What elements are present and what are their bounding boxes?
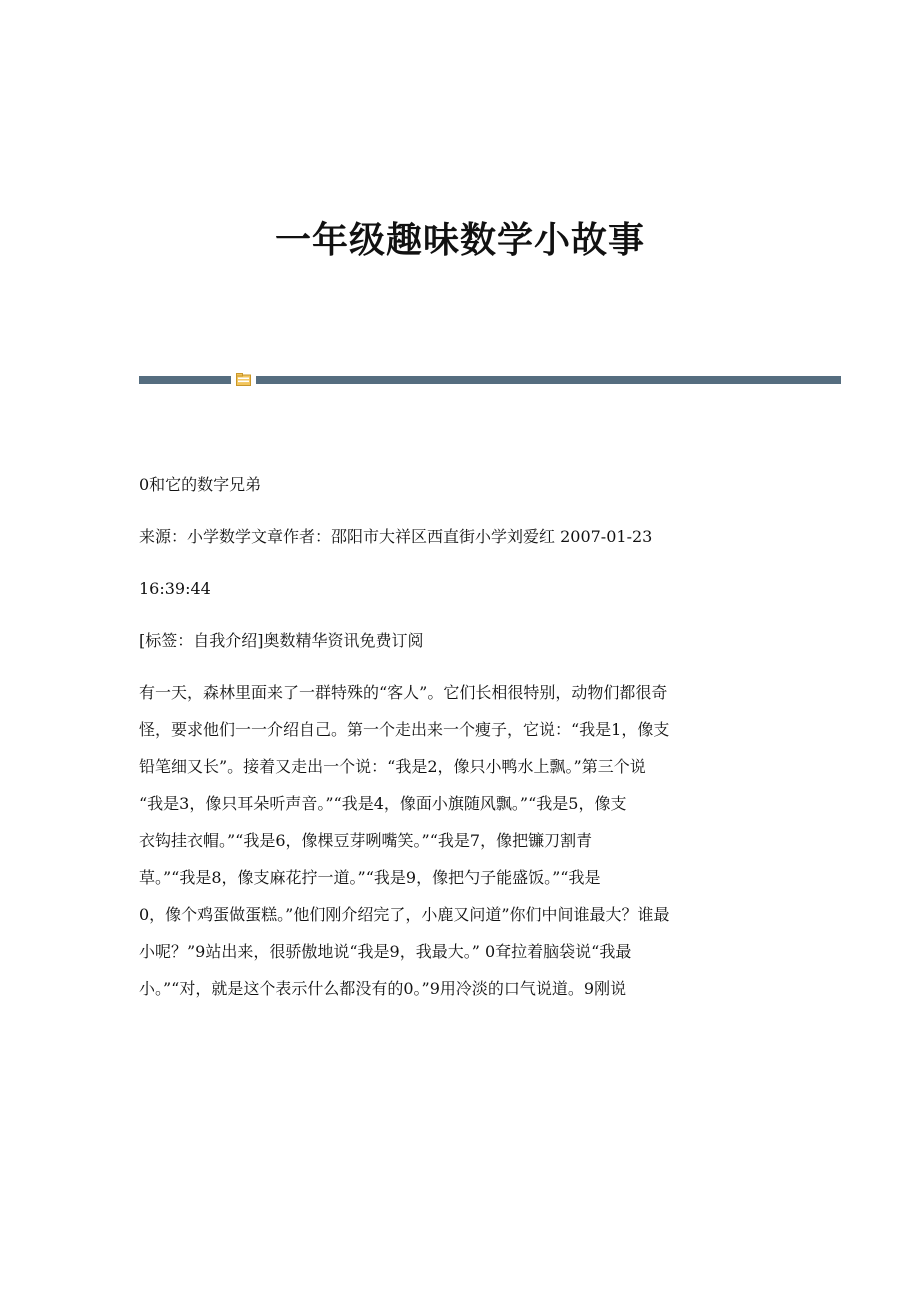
article-source: 来源：小学数学文章作者：邵阳市大祥区西直街小学刘爱红 2007-01-23: [139, 527, 653, 546]
body-line: 0，像个鸡蛋做蛋糕。”他们刚介绍完了，小鹿又问道”你们中间谁最大？谁最: [139, 905, 670, 924]
body-line: 怪，要求他们一一介绍自己。第一个走出来一个瘦子，它说：“我是1，像支: [139, 720, 670, 739]
article-heading: 0和它的数字兄弟: [139, 475, 262, 494]
body-line: 草。”“我是8，像支麻花拧一道。”“我是9，像把勺子能盛饭。”“我是: [139, 868, 601, 887]
article-tags: [标签：自我介绍]奥数精华资讯免费订阅: [139, 631, 424, 650]
body-line: 铅笔细又长”。接着又走出一个说：“我是2，像只小鸭水上飘。”第三个说: [139, 757, 646, 776]
title-divider-left: [139, 376, 231, 384]
title-divider-right: [256, 376, 841, 384]
body-line: “我是3，像只耳朵听声音。”“我是4，像面小旗随风飘。”“我是5，像支: [139, 794, 627, 813]
body-line: 有一天，森林里面来了一群特殊的“客人”。它们长相很特别，动物们都很奇: [139, 683, 668, 702]
article-body: [139, 674, 789, 1007]
article-content: [139, 466, 789, 1007]
document-title: 一年级趣味数学小故事: [274, 219, 645, 261]
article-timestamp: 16:39:44: [139, 579, 211, 598]
body-line: 小。”“对，就是这个表示什么都没有的0。”9用冷淡的口气说道。9刚说: [139, 979, 627, 998]
folder-icon: [236, 373, 251, 386]
body-line: 衣钩挂衣帽。”“我是6，像棵豆芽咧嘴笑。”“我是7，像把镰刀割青: [139, 831, 593, 850]
body-line: 小呢？”9站出来，很骄傲地说“我是9，我最大。” 0耷拉着脑袋说“我最: [139, 942, 632, 961]
